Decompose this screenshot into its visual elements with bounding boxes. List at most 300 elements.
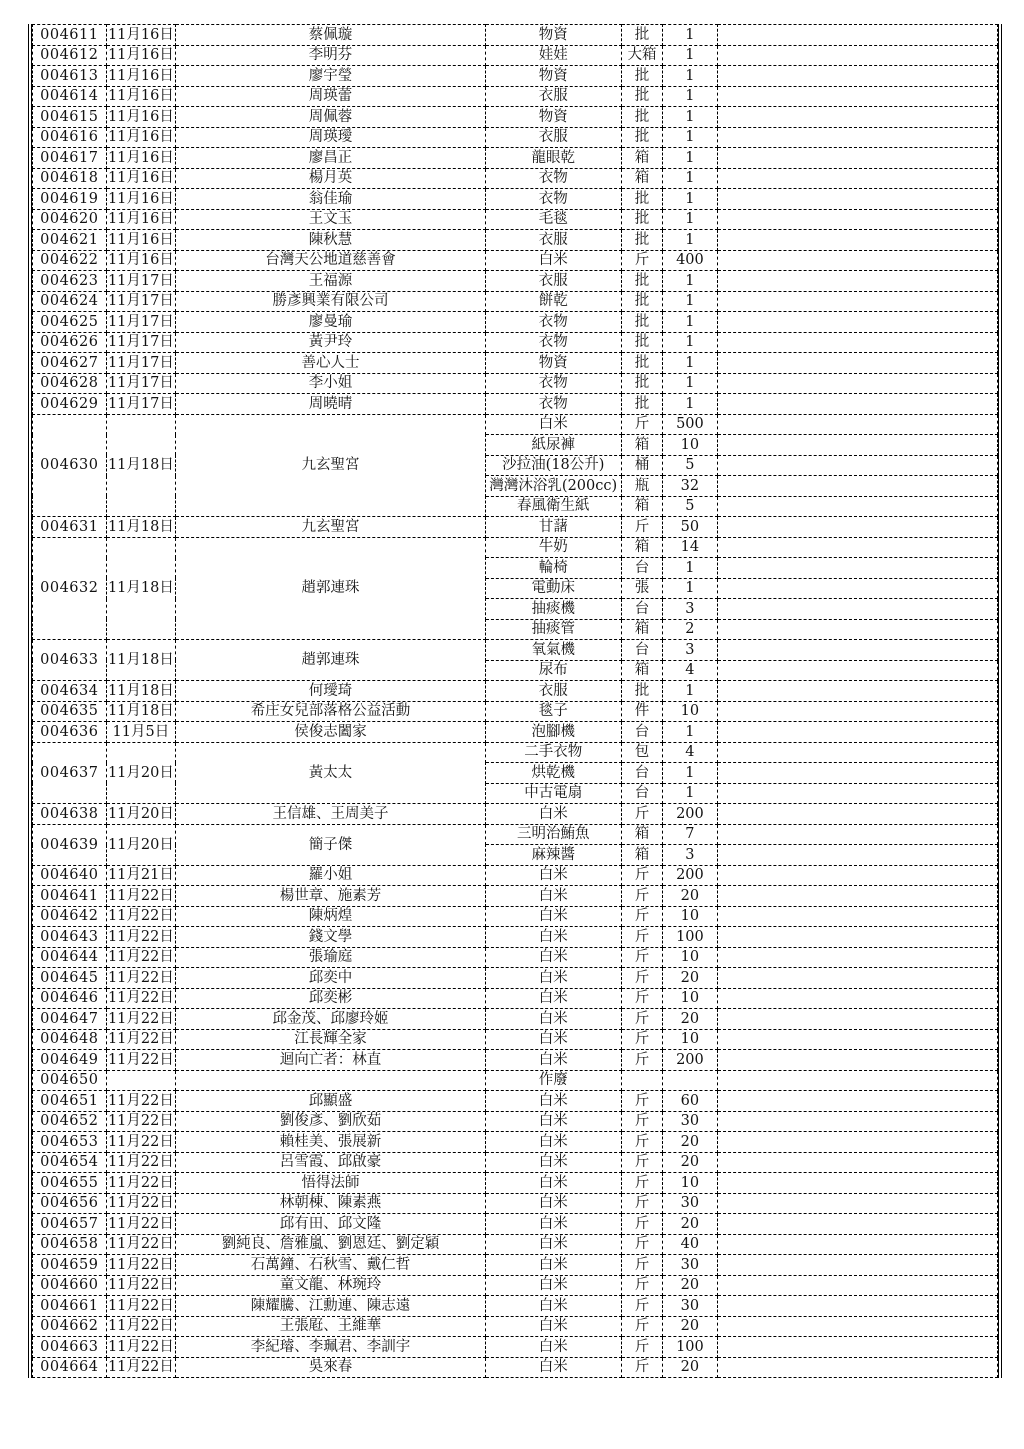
notes-cell [717, 86, 997, 107]
notes-cell [717, 865, 997, 886]
entry-date-cell: 11月16日 [106, 168, 176, 189]
notes-cell [717, 537, 997, 558]
table-row [33, 968, 998, 989]
item-unit-cell: 批 [621, 209, 662, 230]
item-quantity-cell: 1 [663, 66, 717, 87]
entry-date-cell: 11月22日 [106, 1234, 176, 1255]
donor-name-cell: 劉純良、詹雅嵐、劉恩廷、劉定穎 [176, 1234, 486, 1255]
donor-name-cell: 周曉晴 [176, 394, 486, 415]
table-row [33, 394, 998, 415]
item-name-cell: 物資 [485, 25, 621, 46]
table-row [33, 1009, 998, 1030]
item-quantity-cell: 1 [663, 312, 717, 333]
entry-id-cell: 004649 [33, 1050, 107, 1071]
entry-date-cell: 11月16日 [106, 86, 176, 107]
entry-date-cell: 11月17日 [106, 353, 176, 374]
item-unit-cell: 批 [621, 86, 662, 107]
entry-id-cell: 004656 [33, 1193, 107, 1214]
item-quantity-cell: 10 [663, 947, 717, 968]
entry-id-cell: 004640 [33, 865, 107, 886]
donor-name-cell: 邱奕中 [176, 968, 486, 989]
entry-id-cell: 004648 [33, 1029, 107, 1050]
entry-date-cell: 11月16日 [106, 127, 176, 148]
item-unit-cell: 批 [621, 25, 662, 46]
item-quantity-cell: 30 [663, 1255, 717, 1276]
entry-id-cell: 004643 [33, 927, 107, 948]
item-quantity-cell: 32 [663, 476, 717, 497]
notes-cell [717, 1255, 997, 1276]
donor-name-cell: 黃尹玲 [176, 332, 486, 353]
item-quantity-cell: 1 [663, 168, 717, 189]
item-unit-cell: 台 [621, 722, 662, 743]
item-quantity-cell: 100 [663, 1337, 717, 1358]
item-quantity-cell: 1 [663, 127, 717, 148]
item-quantity-cell: 7 [663, 824, 717, 845]
table-row [33, 148, 998, 169]
donation-table-body [33, 25, 998, 1378]
entry-date-cell: 11月18日 [106, 640, 176, 681]
entry-id-cell: 004611 [33, 25, 107, 46]
table-row [33, 1111, 998, 1132]
entry-date-cell: 11月18日 [106, 414, 176, 517]
table-row [33, 927, 998, 948]
entry-date-cell: 11月22日 [106, 1296, 176, 1317]
donor-name-cell: 王張屘、王維華 [176, 1316, 486, 1337]
donor-name-cell: 周瑛璦 [176, 127, 486, 148]
item-quantity-cell: 40 [663, 1234, 717, 1255]
notes-cell [717, 845, 997, 866]
entry-date-cell: 11月16日 [106, 45, 176, 66]
notes-cell [717, 988, 997, 1009]
item-unit-cell: 桶 [621, 455, 662, 476]
entry-id-cell: 004614 [33, 86, 107, 107]
item-name-cell: 白米 [485, 1173, 621, 1194]
item-quantity-cell: 20 [663, 1357, 717, 1378]
entry-id-cell: 004613 [33, 66, 107, 87]
entry-date-cell: 11月22日 [106, 1132, 176, 1153]
item-unit-cell: 台 [621, 783, 662, 804]
item-name-cell: 白米 [485, 1316, 621, 1337]
item-unit-cell: 批 [621, 332, 662, 353]
table-row [33, 886, 998, 907]
entry-date-cell: 11月17日 [106, 312, 176, 333]
item-name-cell: 白米 [485, 1337, 621, 1358]
entry-id-cell: 004661 [33, 1296, 107, 1317]
entry-date-cell: 11月16日 [106, 148, 176, 169]
notes-cell [717, 968, 997, 989]
notes-cell [717, 230, 997, 251]
item-name-cell: 餅乾 [485, 291, 621, 312]
donor-name-cell: 廖宇瑩 [176, 66, 486, 87]
notes-cell [717, 640, 997, 661]
notes-cell [717, 353, 997, 374]
item-name-cell: 白米 [485, 988, 621, 1009]
item-quantity-cell: 1 [663, 558, 717, 579]
donor-name-cell: 邱金茂、邱廖玲姬 [176, 1009, 486, 1030]
item-quantity-cell: 1 [663, 722, 717, 743]
notes-cell [717, 1132, 997, 1153]
table-row [33, 1296, 998, 1317]
table-row [33, 1193, 998, 1214]
item-name-cell: 麻辣醬 [485, 845, 621, 866]
entry-id-cell: 004639 [33, 824, 107, 865]
donor-name-cell: 台灣天公地道慈善會 [176, 250, 486, 271]
item-name-cell: 作廢 [485, 1070, 621, 1091]
item-name-cell: 二手衣物 [485, 742, 621, 763]
entry-date-cell: 11月20日 [106, 804, 176, 825]
table-row [33, 107, 998, 128]
donor-name-cell: 侯俊志闔家 [176, 722, 486, 743]
donation-table [32, 24, 998, 1378]
item-quantity-cell: 20 [663, 886, 717, 907]
donor-name-cell: 翁佳瑜 [176, 189, 486, 210]
item-quantity-cell: 5 [663, 496, 717, 517]
notes-cell [717, 1234, 997, 1255]
notes-cell [717, 1070, 997, 1091]
item-unit-cell: 台 [621, 558, 662, 579]
donor-name-cell: 廖昌正 [176, 148, 486, 169]
entry-id-cell: 004664 [33, 1357, 107, 1378]
item-name-cell: 白米 [485, 1193, 621, 1214]
item-quantity-cell: 1 [663, 394, 717, 415]
item-unit-cell: 大箱 [621, 45, 662, 66]
item-quantity-cell: 200 [663, 1050, 717, 1071]
entry-id-cell: 004631 [33, 517, 107, 538]
donor-name-cell: 楊月英 [176, 168, 486, 189]
notes-cell [717, 373, 997, 394]
item-unit-cell: 批 [621, 312, 662, 333]
item-unit-cell: 批 [621, 271, 662, 292]
item-quantity-cell: 4 [663, 660, 717, 681]
entry-id-cell: 004635 [33, 701, 107, 722]
entry-id-cell: 004617 [33, 148, 107, 169]
item-name-cell: 衣服 [485, 86, 621, 107]
item-unit-cell: 批 [621, 291, 662, 312]
item-name-cell: 白米 [485, 1234, 621, 1255]
table-row [33, 988, 998, 1009]
item-name-cell: 龍眼乾 [485, 148, 621, 169]
entry-date-cell: 11月17日 [106, 373, 176, 394]
item-unit-cell: 箱 [621, 168, 662, 189]
entry-date-cell: 11月16日 [106, 250, 176, 271]
item-quantity-cell: 20 [663, 1009, 717, 1030]
donor-name-cell: 何璦琦 [176, 681, 486, 702]
item-unit-cell: 箱 [621, 148, 662, 169]
item-name-cell: 白米 [485, 414, 621, 435]
item-quantity-cell: 10 [663, 701, 717, 722]
notes-cell [717, 189, 997, 210]
item-unit-cell: 批 [621, 127, 662, 148]
item-unit-cell: 斤 [621, 1234, 662, 1255]
donor-name-cell: 張瑜庭 [176, 947, 486, 968]
notes-cell [717, 578, 997, 599]
item-unit-cell: 瓶 [621, 476, 662, 497]
item-name-cell: 白米 [485, 865, 621, 886]
entry-date-cell: 11月22日 [106, 968, 176, 989]
notes-cell [717, 291, 997, 312]
item-quantity-cell: 1 [663, 332, 717, 353]
entry-date-cell: 11月17日 [106, 394, 176, 415]
donor-name-cell [176, 1070, 486, 1091]
entry-date-cell: 11月22日 [106, 1091, 176, 1112]
item-unit-cell: 台 [621, 763, 662, 784]
entry-id-cell: 004657 [33, 1214, 107, 1235]
table-row [33, 230, 998, 251]
entry-id-cell: 004652 [33, 1111, 107, 1132]
donor-name-cell: 簡子傑 [176, 824, 486, 865]
entry-date-cell: 11月20日 [106, 742, 176, 804]
item-unit-cell: 斤 [621, 804, 662, 825]
item-name-cell: 衣物 [485, 394, 621, 415]
table-row [33, 906, 998, 927]
item-quantity-cell: 1 [663, 291, 717, 312]
item-name-cell: 衣服 [485, 127, 621, 148]
notes-cell [717, 250, 997, 271]
entry-id-cell: 004624 [33, 291, 107, 312]
notes-cell [717, 312, 997, 333]
item-unit-cell: 斤 [621, 927, 662, 948]
item-name-cell: 衣物 [485, 373, 621, 394]
notes-cell [717, 148, 997, 169]
donor-name-cell: 邱顯盛 [176, 1091, 486, 1112]
table-row [33, 824, 998, 845]
item-name-cell: 尿布 [485, 660, 621, 681]
donation-table-frame [28, 24, 1002, 1378]
donor-name-cell: 王文玉 [176, 209, 486, 230]
entry-id-cell: 004663 [33, 1337, 107, 1358]
entry-id-cell: 004632 [33, 537, 107, 640]
table-row [33, 127, 998, 148]
notes-cell [717, 886, 997, 907]
item-unit-cell: 斤 [621, 1009, 662, 1030]
entry-date-cell: 11月16日 [106, 66, 176, 87]
item-quantity-cell: 3 [663, 599, 717, 620]
notes-cell [717, 742, 997, 763]
item-quantity-cell: 20 [663, 1316, 717, 1337]
item-name-cell: 白米 [485, 1009, 621, 1030]
entry-date-cell: 11月16日 [106, 25, 176, 46]
notes-cell [717, 1111, 997, 1132]
item-name-cell: 物資 [485, 107, 621, 128]
item-name-cell: 衣物 [485, 168, 621, 189]
item-quantity-cell: 3 [663, 640, 717, 661]
item-unit-cell: 台 [621, 599, 662, 620]
table-row [33, 353, 998, 374]
item-name-cell: 烘乾機 [485, 763, 621, 784]
table-row [33, 1173, 998, 1194]
entry-id-cell: 004618 [33, 168, 107, 189]
donor-name-cell: 廖曼瑜 [176, 312, 486, 333]
item-quantity-cell: 30 [663, 1296, 717, 1317]
donor-name-cell: 周佩蓉 [176, 107, 486, 128]
item-name-cell: 白米 [485, 1255, 621, 1276]
entry-date-cell: 11月22日 [106, 886, 176, 907]
item-quantity-cell: 20 [663, 1132, 717, 1153]
entry-date-cell: 11月18日 [106, 681, 176, 702]
entry-date-cell: 11月22日 [106, 988, 176, 1009]
entry-date-cell: 11月18日 [106, 537, 176, 640]
item-quantity-cell: 1 [663, 373, 717, 394]
item-quantity-cell: 20 [663, 1152, 717, 1173]
notes-cell [717, 1050, 997, 1071]
donor-name-cell: 勝彥興業有限公司 [176, 291, 486, 312]
table-row [33, 86, 998, 107]
item-name-cell: 白米 [485, 968, 621, 989]
entry-date-cell: 11月22日 [106, 1275, 176, 1296]
donor-name-cell: 蔡佩璇 [176, 25, 486, 46]
table-row [33, 804, 998, 825]
notes-cell [717, 45, 997, 66]
item-quantity-cell: 10 [663, 906, 717, 927]
item-quantity-cell: 30 [663, 1193, 717, 1214]
entry-id-cell: 004623 [33, 271, 107, 292]
item-name-cell: 白米 [485, 1296, 621, 1317]
item-quantity-cell: 200 [663, 865, 717, 886]
entry-id-cell: 004636 [33, 722, 107, 743]
notes-cell [717, 435, 997, 456]
item-name-cell: 白米 [485, 1275, 621, 1296]
item-unit-cell: 斤 [621, 1193, 662, 1214]
table-row [33, 291, 998, 312]
entry-date-cell: 11月22日 [106, 1173, 176, 1194]
item-quantity-cell: 1 [663, 25, 717, 46]
table-row [33, 1255, 998, 1276]
notes-cell [717, 271, 997, 292]
item-quantity-cell: 5 [663, 455, 717, 476]
item-name-cell: 白米 [485, 250, 621, 271]
item-unit-cell: 斤 [621, 1296, 662, 1317]
item-quantity-cell: 100 [663, 927, 717, 948]
donor-name-cell: 悟得法師 [176, 1173, 486, 1194]
item-name-cell: 毛毯 [485, 209, 621, 230]
item-quantity-cell: 1 [663, 681, 717, 702]
entry-date-cell: 11月22日 [106, 1357, 176, 1378]
item-unit-cell: 張 [621, 578, 662, 599]
table-row [33, 25, 998, 46]
item-quantity-cell: 1 [663, 209, 717, 230]
item-quantity-cell: 1 [663, 763, 717, 784]
item-unit-cell: 斤 [621, 1050, 662, 1071]
donor-name-cell: 江長輝全家 [176, 1029, 486, 1050]
item-name-cell: 白米 [485, 886, 621, 907]
entry-date-cell: 11月17日 [106, 291, 176, 312]
entry-id-cell: 004659 [33, 1255, 107, 1276]
entry-date-cell: 11月22日 [106, 1111, 176, 1132]
notes-cell [717, 394, 997, 415]
notes-cell [717, 25, 997, 46]
table-row [33, 250, 998, 271]
item-unit-cell: 斤 [621, 1255, 662, 1276]
item-unit-cell: 斤 [621, 988, 662, 1009]
item-name-cell: 物資 [485, 353, 621, 374]
entry-date-cell: 11月22日 [106, 1009, 176, 1030]
table-row [33, 537, 998, 558]
entry-id-cell: 004622 [33, 250, 107, 271]
entry-id-cell: 004633 [33, 640, 107, 681]
item-name-cell: 衣物 [485, 189, 621, 210]
donor-name-cell: 楊世章、施素芳 [176, 886, 486, 907]
item-quantity-cell: 200 [663, 804, 717, 825]
item-unit-cell: 批 [621, 230, 662, 251]
item-unit-cell: 箱 [621, 824, 662, 845]
entry-id-cell: 004620 [33, 209, 107, 230]
item-name-cell: 牛奶 [485, 537, 621, 558]
entry-date-cell: 11月18日 [106, 701, 176, 722]
item-unit-cell: 斤 [621, 1029, 662, 1050]
entry-date-cell [106, 1070, 176, 1091]
notes-cell [717, 476, 997, 497]
item-quantity-cell: 1 [663, 353, 717, 374]
table-row [33, 701, 998, 722]
entry-date-cell: 11月5日 [106, 722, 176, 743]
donor-name-cell: 邱奕彬 [176, 988, 486, 1009]
item-name-cell: 白米 [485, 1132, 621, 1153]
item-quantity-cell: 4 [663, 742, 717, 763]
item-name-cell: 衣服 [485, 681, 621, 702]
donor-name-cell: 李小姐 [176, 373, 486, 394]
notes-cell [717, 1173, 997, 1194]
table-row [33, 722, 998, 743]
item-unit-cell: 斤 [621, 250, 662, 271]
item-unit-cell: 批 [621, 681, 662, 702]
item-unit-cell: 斤 [621, 1337, 662, 1358]
donor-name-cell: 黃太太 [176, 742, 486, 804]
item-unit-cell: 箱 [621, 435, 662, 456]
table-row [33, 209, 998, 230]
table-row [33, 1029, 998, 1050]
item-name-cell: 衣服 [485, 271, 621, 292]
item-quantity-cell: 10 [663, 988, 717, 1009]
table-row [33, 1132, 998, 1153]
notes-cell [717, 1337, 997, 1358]
item-name-cell: 抽痰機 [485, 599, 621, 620]
notes-cell [717, 619, 997, 640]
entry-date-cell: 11月17日 [106, 271, 176, 292]
entry-id-cell: 004629 [33, 394, 107, 415]
table-row [33, 312, 998, 333]
item-name-cell: 輪椅 [485, 558, 621, 579]
item-name-cell: 衣物 [485, 332, 621, 353]
notes-cell [717, 107, 997, 128]
notes-cell [717, 763, 997, 784]
entry-id-cell: 004621 [33, 230, 107, 251]
item-unit-cell: 斤 [621, 1173, 662, 1194]
item-name-cell: 沙拉油(18公升) [485, 455, 621, 476]
item-unit-cell: 斤 [621, 968, 662, 989]
entry-id-cell: 004644 [33, 947, 107, 968]
donor-name-cell: 王福源 [176, 271, 486, 292]
entry-id-cell: 004630 [33, 414, 107, 517]
item-name-cell: 電動床 [485, 578, 621, 599]
item-unit-cell: 斤 [621, 517, 662, 538]
entry-id-cell: 004612 [33, 45, 107, 66]
donor-name-cell: 羅小姐 [176, 865, 486, 886]
item-quantity-cell: 20 [663, 968, 717, 989]
entry-id-cell: 004626 [33, 332, 107, 353]
item-unit-cell: 台 [621, 640, 662, 661]
table-row [33, 45, 998, 66]
item-name-cell: 白米 [485, 1050, 621, 1071]
entry-date-cell: 11月22日 [106, 1152, 176, 1173]
item-quantity-cell: 20 [663, 1214, 717, 1235]
table-row [33, 1357, 998, 1378]
item-name-cell: 白米 [485, 927, 621, 948]
entry-date-cell: 11月22日 [106, 906, 176, 927]
entry-date-cell: 11月22日 [106, 1255, 176, 1276]
table-row [33, 1214, 998, 1235]
item-unit-cell: 包 [621, 742, 662, 763]
item-quantity-cell: 500 [663, 414, 717, 435]
